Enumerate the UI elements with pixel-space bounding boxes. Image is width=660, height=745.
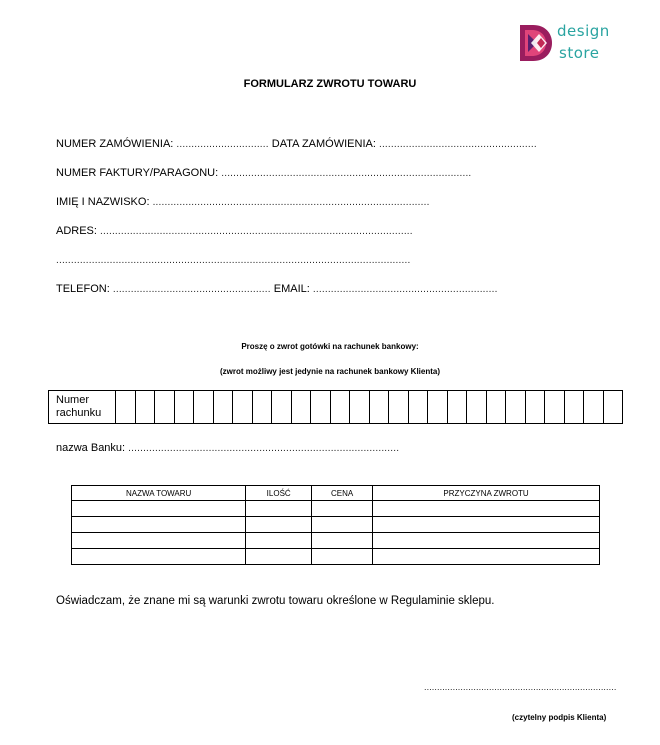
order-number-row — [56, 138, 537, 150]
price-cell[interactable] — [312, 517, 373, 533]
table-row — [72, 533, 600, 549]
signature-label: (czytelny podpis Klienta) — [512, 713, 607, 722]
account-digit-cell[interactable] — [272, 391, 292, 424]
bank-field[interactable]: ........................................................................................... — [128, 443, 400, 454]
logo-mark-icon — [519, 24, 555, 62]
address-row — [56, 225, 413, 237]
form-title: FORMULARZ ZWROTU TOWARU — [243, 78, 417, 90]
account-digit-cell[interactable] — [584, 391, 604, 424]
declaration-text: Oświadczam, że znane mi są warunki zwrotu towaru określone w Regulaminie sklepu. — [56, 595, 495, 607]
phone-field[interactable]: ..................................................... — [112, 284, 271, 295]
order-number-label: NUMER ZAMÓWIENIA: — [56, 138, 174, 150]
invoice-field[interactable]: .................................................................................... — [221, 168, 472, 179]
logo-text-line2: store — [559, 44, 600, 62]
account-digit-cell[interactable] — [291, 391, 311, 424]
order-date-label: DATA ZAMÓWIENIA: — [271, 138, 376, 150]
item-name-cell[interactable] — [72, 501, 246, 517]
quantity-cell[interactable] — [246, 501, 312, 517]
item-name-cell[interactable] — [72, 533, 246, 549]
account-label-line1: Numer — [56, 394, 90, 406]
account-digit-cell[interactable] — [525, 391, 545, 424]
account-digit-cell[interactable] — [174, 391, 194, 424]
account-digit-cell[interactable] — [389, 391, 409, 424]
address-row-2 — [56, 254, 410, 266]
account-digit-cell[interactable] — [564, 391, 584, 424]
email-field[interactable]: .............................................................. — [312, 284, 498, 295]
table-row — [72, 549, 600, 565]
item-name-cell[interactable] — [72, 517, 246, 533]
address-field-2[interactable]: ....................................................................................................................... — [56, 255, 411, 266]
bank-row — [56, 442, 399, 454]
account-digit-cell[interactable] — [467, 391, 487, 424]
account-digit-cell[interactable] — [213, 391, 233, 424]
price-cell[interactable] — [312, 549, 373, 565]
quantity-cell[interactable] — [246, 549, 312, 565]
address-label: ADRES: — [56, 225, 97, 237]
reason-cell[interactable] — [373, 501, 600, 517]
account-digit-cell[interactable] — [155, 391, 175, 424]
address-field[interactable]: ......................................................................................................... — [100, 226, 413, 237]
name-label: IMIĘ I NAZWISKO: — [56, 196, 150, 208]
quantity-cell[interactable] — [246, 517, 312, 533]
reason-cell[interactable] — [373, 549, 600, 565]
header-return-reason: PRZYCZYNA ZWROTU — [373, 486, 600, 501]
account-digit-cell[interactable] — [428, 391, 448, 424]
phone-label: TELEFON: — [56, 283, 110, 295]
order-date-field[interactable]: ..................................................... — [378, 139, 537, 150]
account-digit-cell[interactable] — [135, 391, 155, 424]
header-quantity: ILOŚĆ — [246, 486, 312, 501]
quantity-cell[interactable] — [246, 533, 312, 549]
account-label-line2: rachunku — [56, 407, 102, 419]
account-digit-cell[interactable] — [506, 391, 526, 424]
order-number-field[interactable]: ............................... — [176, 139, 269, 150]
item-name-cell[interactable] — [72, 549, 246, 565]
price-cell[interactable] — [312, 533, 373, 549]
account-digit-cell[interactable] — [603, 391, 623, 424]
header-price: CENA — [312, 486, 373, 501]
account-digit-cell[interactable] — [194, 391, 214, 424]
items-table — [71, 485, 600, 565]
phone-email-row — [56, 283, 498, 295]
account-digit-cell[interactable] — [408, 391, 428, 424]
reason-cell[interactable] — [373, 517, 600, 533]
refund-request-text: Proszę o zwrot gotówki na rachunek bankowy: — [241, 342, 419, 351]
table-row — [72, 517, 600, 533]
account-number-label — [49, 391, 116, 424]
table-row — [72, 501, 600, 517]
account-digit-cell[interactable] — [116, 391, 136, 424]
account-number-grid — [48, 390, 623, 424]
account-digit-cell[interactable] — [369, 391, 389, 424]
price-cell[interactable] — [312, 501, 373, 517]
account-digit-cell[interactable] — [252, 391, 272, 424]
logo-text-line1: design — [557, 22, 610, 40]
email-label: EMAIL: — [273, 283, 310, 295]
reason-cell[interactable] — [373, 533, 600, 549]
account-digit-cell[interactable] — [350, 391, 370, 424]
account-digit-cell[interactable] — [330, 391, 350, 424]
name-row — [56, 196, 430, 208]
name-field[interactable]: ............................................................................................. — [152, 197, 430, 208]
account-digit-cell[interactable] — [486, 391, 506, 424]
account-digit-cell[interactable] — [447, 391, 467, 424]
signature-field[interactable]: .......................................................................... — [424, 682, 617, 692]
invoice-row — [56, 167, 471, 179]
account-digit-cell[interactable] — [311, 391, 331, 424]
account-digit-cell[interactable] — [545, 391, 565, 424]
refund-note-text: (zwrot możliwy jest jedynie na rachunek bankowy Klienta) — [219, 367, 441, 376]
bank-label: nazwa Banku: — [56, 442, 126, 454]
header-item-name: NAZWA TOWARU — [72, 486, 246, 501]
invoice-label: NUMER FAKTURY/PARAGONU: — [56, 167, 219, 179]
account-digit-cell[interactable] — [233, 391, 253, 424]
